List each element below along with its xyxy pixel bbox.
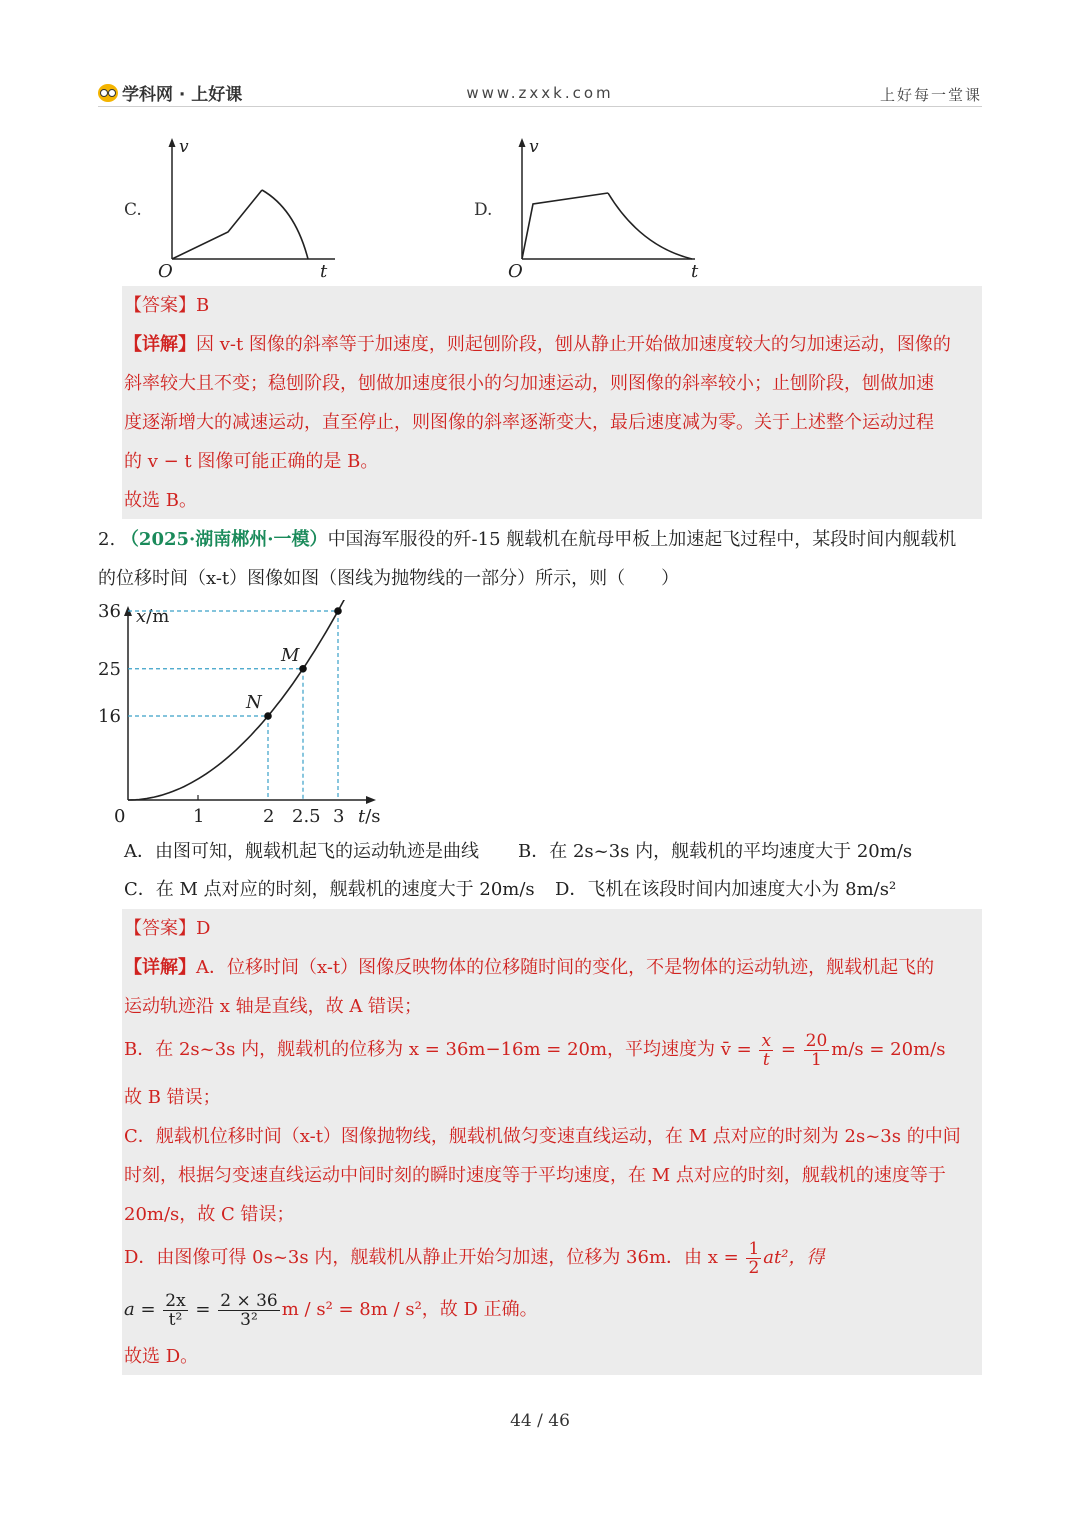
x-tick-label: 2.5 (292, 806, 321, 827)
q2-detail-b-line-2: 故 B 错误； (124, 1087, 221, 1108)
x-axis-label: t/s (358, 806, 381, 827)
option-d: D．飞机在该段时间内加速度大小为 8m/s² (555, 879, 897, 900)
x-axis-arrow (366, 796, 376, 804)
y-tick-label: 25 (98, 658, 121, 680)
q2-detail-c-line-3: 20m/s，故 C 错误； (124, 1204, 295, 1225)
x-tick-label: 1 (193, 806, 205, 827)
point-label-N: N (246, 692, 262, 713)
y-axis-label: x/m (136, 606, 170, 627)
q2-detail-c-line-2: 时刻，根据匀变速直线运动中间时刻的瞬时速度等于平均速度，在 M 点对应的时刻，舰载机的速度等于 (124, 1165, 946, 1186)
option-a: A．由图可知，舰载机起飞的运动轨迹是曲线 (124, 841, 479, 862)
site-url: www.zxxk.com (466, 84, 614, 102)
q2-stem-line-1: 2. （2025·湖南郴州·一模）中国海军服役的歼-15 舰载机在航母甲板上加速起飞过程中，某段时间内舰载机 (98, 529, 957, 550)
q2-detail-b-line-1: B．在 2s~3s 内，舰载机的位移为 x = 36m−16m = 20m，平均速度为 v̄ = $\frac{x}{t}$ = $\frac{20}{1}$ m/s = 20m/s (124, 1030, 946, 1070)
question-number: 2. (98, 529, 116, 550)
q1-detail-line-3: 度逐渐增大的减速运动，直至停止，则图像的斜率逐渐变大，最后速度减为零。关于上述整个运动过程 (124, 412, 934, 433)
parabola-curve (128, 600, 352, 800)
page-number: 44 / 46 (510, 1411, 570, 1431)
axis-v-label: v (179, 137, 189, 157)
q2-detail-d-line-2: a = $\frac{2x}{\text{t²}}$ = $\frac{2 \times 36}{\text{3²}}$ m / s² = 8m / s²，故 D 正确。 (124, 1290, 538, 1330)
q1-detail-line-2: 斜率较大且不变；稳刨阶段，刨做加速度很小的匀加速运动，则图像的斜率较小；止刨阶段，刨做加速 (124, 373, 934, 394)
q2-stem-line-2: 的位移时间（x-t）图像如图（图线为抛物线的一部分）所示，则（ ） (98, 568, 680, 589)
y-tick-label: 36 (98, 601, 121, 622)
q2-detail-d-line-1: D．由图像可得 0s~3s 内，舰载机从静止开始匀加速，位移为 36m．由 x = $\frac{1}{2}$ at²，得 (124, 1238, 825, 1278)
site-slogan: 上好每一堂课 (879, 86, 982, 104)
axis-t-label: t (691, 261, 699, 282)
data-point (264, 712, 272, 720)
x-tick-label: 0 (114, 806, 126, 827)
option-d-label: D. (474, 200, 493, 220)
x-tick-label: 2 (263, 806, 275, 827)
q2-answer: 【答案】D (124, 918, 211, 939)
option-b: B．在 2s~3s 内，舰载机的平均速度大于 20m/s (518, 841, 913, 862)
fraction-x-over-t: $\frac{x}{t}$ (761, 1030, 772, 1070)
xt-chart (90, 600, 390, 830)
option-d-vt-graph (500, 134, 710, 284)
q1-conclusion: 故选 B。 (124, 490, 197, 511)
q2-detail-a-line-1: 【详解】A．位移时间（x-t）图像反映物体的位移随时间的变化，不是物体的运动轨迹，舰载机起飞的 (124, 957, 935, 978)
origin-label: O (158, 261, 173, 282)
q2-detail-a-line-2: 运动轨迹沿 x 轴是直线，故 A 错误； (124, 996, 423, 1017)
point-label-M: M (281, 644, 300, 666)
header-divider (98, 106, 982, 107)
option-c: C．在 M 点对应的时刻，舰载机的速度大于 20m/s (124, 879, 535, 900)
fraction-72-over-9: $\frac{2 \times 36}{\text{3²}}$ (220, 1290, 278, 1330)
fraction-20-over-1: $\frac{20}{1}$ (805, 1030, 828, 1070)
axis-v-label: v (529, 137, 539, 157)
x-tick-label: 3 (333, 806, 345, 827)
q1-detail-line-4: 的 v − t 图像可能正确的是 B。 (124, 451, 379, 472)
q1-detail-line-1: 【详解】因 v-t 图像的斜率等于加速度，则起刨阶段，刨从静止开始做加速度较大的匀加速运动，图像的 (124, 334, 951, 355)
logo-text: 学科网 · 上好课 (122, 85, 243, 105)
fraction-one-half: $\frac{1}{2}$ (748, 1238, 760, 1278)
axis-t-label: t (320, 261, 328, 282)
option-c-vt-graph (150, 134, 350, 284)
origin-label: O (508, 261, 523, 282)
y-tick-label: 16 (98, 706, 121, 727)
q1-answer: 【答案】B (124, 295, 210, 316)
q2-detail-c-line-1: C．舰载机位移时间（x-t）图像抛物线，舰载机做匀变速直线运动，在 M 点对应的时刻为 2s~3s 的中间 (124, 1126, 961, 1147)
fraction-2x-over-t2: $\frac{2x}{\text{t²}}$ (165, 1290, 186, 1330)
data-point (334, 607, 342, 615)
detail-tag: 【详解】 (124, 334, 196, 355)
q2-conclusion: 故选 D。 (124, 1346, 199, 1367)
option-c-label: C. (124, 200, 142, 220)
detail-tag: 【详解】 (124, 957, 196, 978)
question-source: （2025·湖南郴州·一模） (120, 529, 328, 550)
data-point (299, 665, 307, 673)
